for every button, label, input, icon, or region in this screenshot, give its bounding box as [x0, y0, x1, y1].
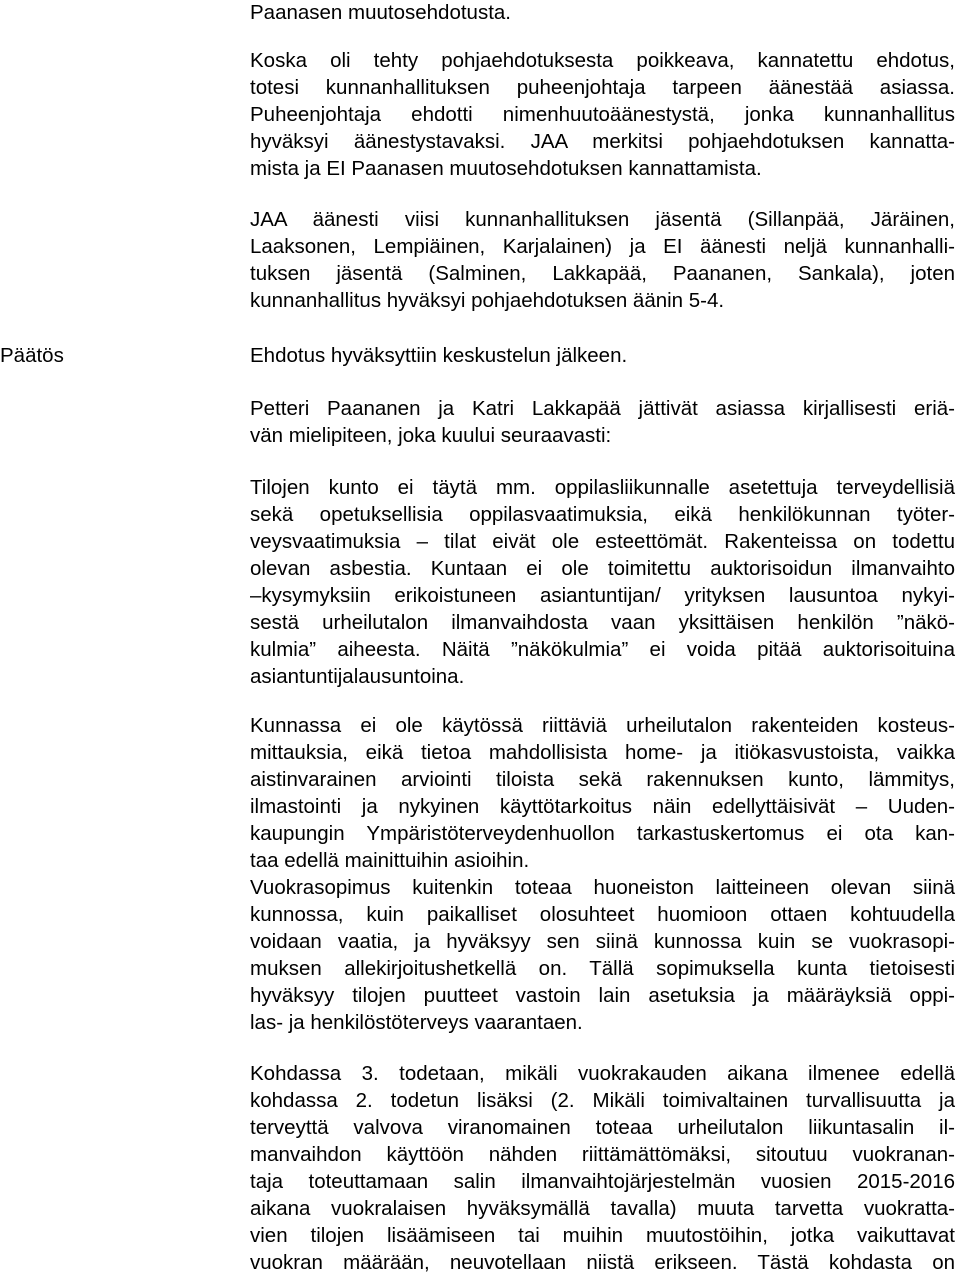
text-line: las- ja henkilöstöterveys vaarantaen.	[250, 1011, 583, 1034]
paragraph	[250, 712, 955, 1036]
paragraph	[250, 395, 955, 449]
text-line: hyväksyi äänestystavaksi. JAA merkitsi pohjaehdotuksen kannatta-	[250, 130, 955, 153]
text-line: terveyttä valvova viranomainen toteaa urheilutalon liikuntasalin il-	[250, 1116, 955, 1139]
text-line: Petteri Paananen ja Katri Lakkapää jättivät asiassa kirjallisesti eriä-	[250, 397, 955, 420]
text-line: taa edellä mainittuihin asioihin.	[250, 849, 530, 872]
text-line: taja toteuttamaan salin ilmanvaihtojärjestelmän vuosien 2015-2016	[250, 1170, 955, 1193]
text-line: aikana vuokralaisen hyväksymällä tavalla) muuta tarvetta vuokratta-	[250, 1197, 955, 1220]
text-line: ilmastointi ja nykyinen käyttötarkoitus näin edellyttäisivät – Uuden-	[250, 795, 955, 818]
text-line: kunnossa, kuin paikalliset olosuhteet huomioon ottaen kohtuudella	[250, 903, 955, 926]
text-line: sekä opetuksellisia oppilasvaatimuksia, eikä henkilökunnan työter-	[250, 503, 955, 526]
text-line: mittauksia, eikä tietoa mahdollisista home- ja itiökasvustoista, vaikka	[250, 741, 955, 764]
text-line: hyväksyy tilojen puutteet vastoin lain asetuksia ja määräyksiä oppi-	[250, 984, 955, 1007]
text-line: Tilojen kunto ei täytä mm. oppilasliikunnalle asetettuja terveydellisiä	[250, 476, 955, 499]
paragraph	[250, 342, 955, 369]
text-line: Laaksonen, Lempiäinen, Karjalainen) ja EI äänesti neljä kunnanhalli-	[250, 235, 955, 258]
text-line: vuokran määrään, neuvotellaan niistä erikseen. Tästä kohdasta on	[250, 1251, 955, 1274]
text-line: Koska oli tehty pohjaehdotuksesta poikkeava, kannatettu ehdotus,	[250, 49, 955, 72]
text-line: kohdassa 2. todetun lisäksi (2. Mikäli toimivaltainen turvallisuutta ja	[250, 1089, 955, 1112]
text-line: veysvaatimuksia – tilat eivät ole esteettömät. Rakenteissa on todettu	[250, 530, 955, 553]
text-line: Kohdassa 3. todetaan, mikäli vuokrakauden aikana ilmenee edellä	[250, 1062, 955, 1085]
text-line: kulmia” aiheesta. Näitä ”näkökulmia” ei voida pitää auktorisoituina	[250, 638, 955, 661]
text-line: tuksen jäsentä (Salminen, Lakkapää, Paananen, Sankala), joten	[250, 262, 955, 285]
text-line: Ehdotus hyväksyttiin keskustelun jälkeen.	[250, 344, 628, 367]
text-line: mista ja EI Paanasen muutosehdotuksen kannattamista.	[250, 157, 762, 180]
text-line: voidaan vaatia, ja hyväksyy sen siinä kunnossa kuin se vuokrasopi-	[250, 930, 955, 953]
text-line: sestä urheilutalon ilmanvaihdosta vaan yksittäisen henkilön ”näkö-	[250, 611, 955, 634]
text-line: asiantuntijalausuntoina.	[250, 665, 465, 688]
text-line: totesi kunnanhallituksen puheenjohtaja tarpeen äänestää asiassa.	[250, 76, 955, 99]
text-line: vien tilojen lisäämiseen tai muihin muutostöihin, jotka vaikuttavat	[250, 1224, 955, 1247]
text-line: –kysymyksiin erikoistuneen asiantuntijan/ yrityksen lausuntoa nykyi-	[250, 584, 955, 607]
paragraph	[250, 0, 955, 26]
text-line: Paanasen muutosehdotusta.	[250, 1, 511, 24]
text-line: Puheenjohtaja ehdotti nimenhuutoäänestystä, jonka kunnanhallitus	[250, 103, 955, 126]
paragraph	[250, 474, 955, 690]
text-line: Vuokrasopimus kuitenkin toteaa huoneiston laitteineen olevan siinä	[250, 876, 955, 899]
text-line: muksen allekirjoitushetkellä on. Tällä sopimuksella kunta tietoisesti	[250, 957, 955, 980]
paragraph	[250, 1060, 955, 1276]
text-line: Kunnassa ei ole käytössä riittäviä urheilutalon rakenteiden kosteus-	[250, 714, 955, 737]
paragraph	[250, 206, 955, 314]
text-line: vän mielipiteen, joka kuului seuraavasti:	[250, 424, 612, 447]
text-line: JAA äänesti viisi kunnanhallituksen jäsentä (Sillanpää, Järäinen,	[250, 208, 955, 231]
text-line: olevan asbestia. Kuntaan ei ole toimitettu auktorisoidun ilmanvaihto	[250, 557, 955, 580]
paragraph	[250, 47, 955, 182]
text-line: kunnanhallitus hyväksyi pohjaehdotuksen äänin 5-4.	[250, 289, 725, 312]
text-line: kaupungin Ympäristöterveydenhuollon tarkastuskertomus ei ota kan-	[250, 822, 955, 845]
text-line: manvaihdon käyttöön nähden riittämättömäksi, sitoutuu vuokranan-	[250, 1143, 955, 1166]
decision-label: Päätös	[0, 344, 64, 367]
text-line: aistinvarainen arviointi tiloista sekä rakennuksen kunto, lämmitys,	[250, 768, 955, 791]
